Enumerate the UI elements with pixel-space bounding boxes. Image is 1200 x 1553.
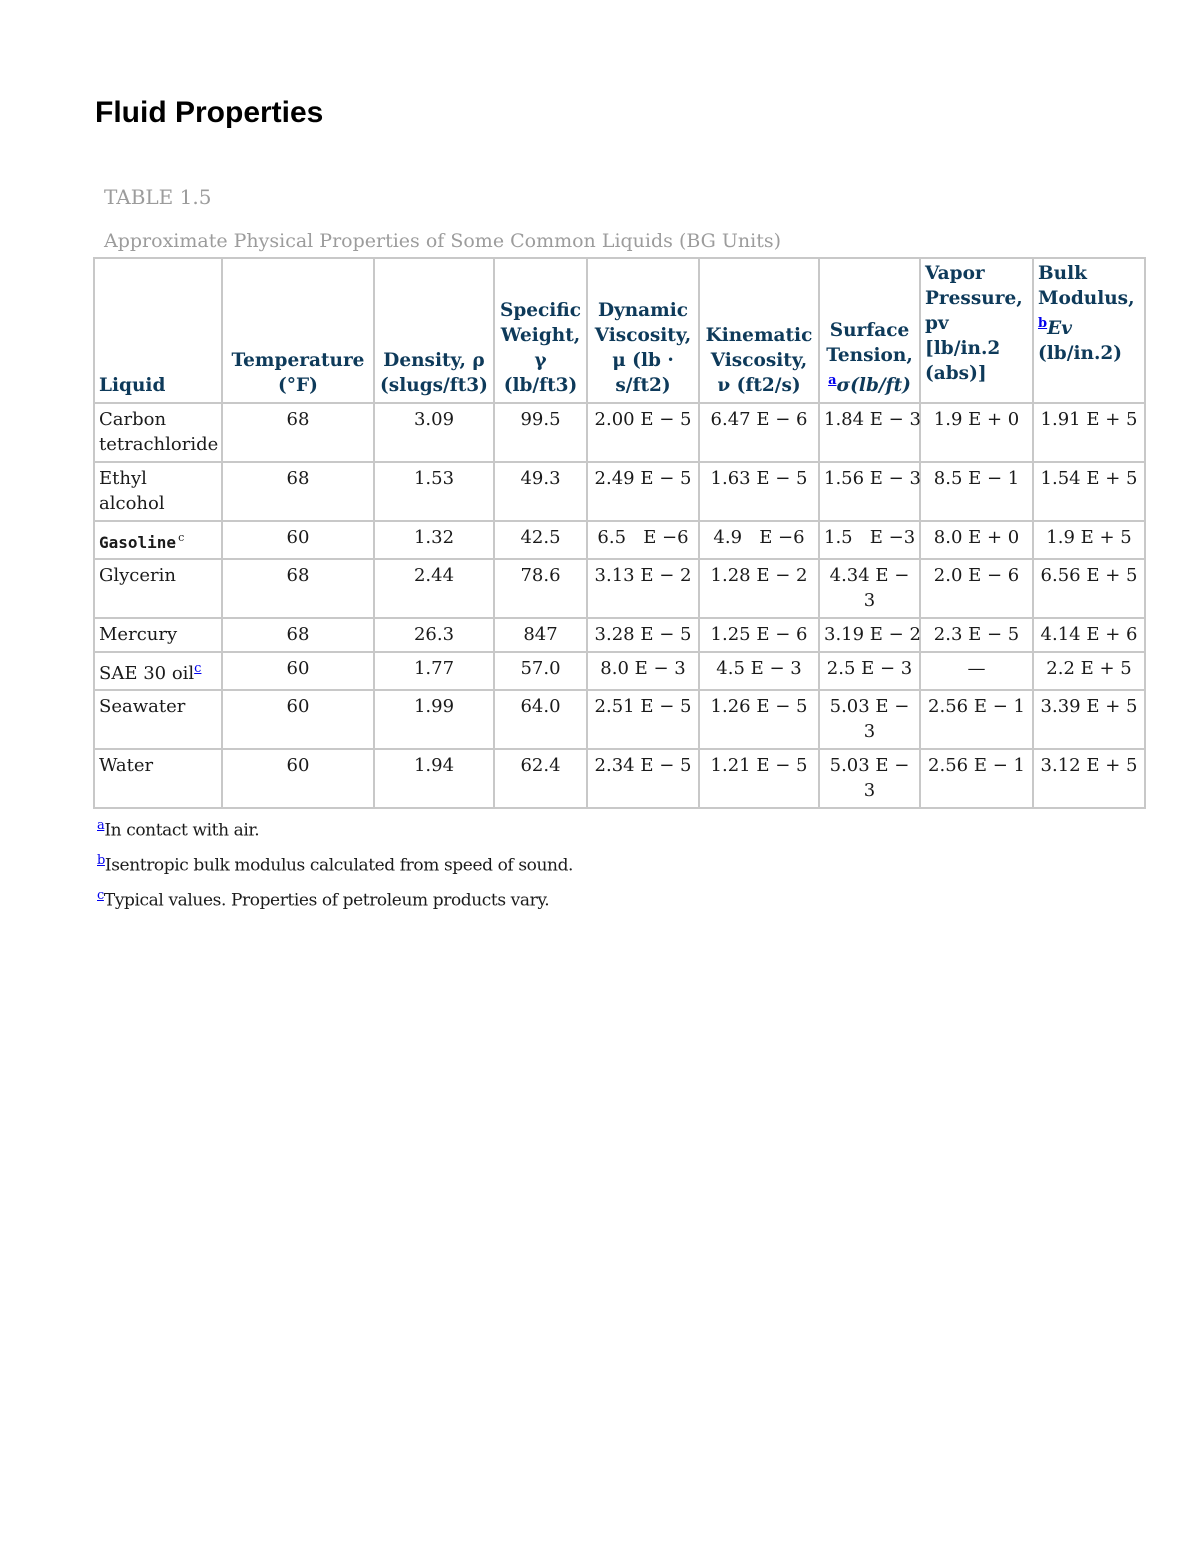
- cell-bulk-modulus: 1.54 E + 5: [1033, 462, 1145, 521]
- table-row: [94, 618, 1145, 652]
- header-surface-tension-label: Surface Tension,: [826, 319, 913, 366]
- header-row: [94, 258, 1145, 403]
- cell-temperature: 60: [222, 521, 374, 559]
- cell-kinematic-viscosity: 1.63 E − 5: [699, 462, 819, 521]
- header-temperature: Temperature (°F): [222, 258, 374, 403]
- table-row: [94, 462, 1145, 521]
- cell-bulk-modulus: 1.9 E + 5: [1033, 521, 1145, 559]
- cell-vapor-pressure: 1.9 E + 0: [920, 403, 1033, 462]
- cell-dynamic-viscosity: 2.49 E − 5: [587, 462, 699, 521]
- cell-liquid: Ethyl alcohol: [94, 462, 222, 521]
- footnote-marker-a[interactable]: a: [97, 818, 105, 833]
- cell-surface-tension: 1.5 E −3: [819, 521, 920, 559]
- cell-surface-tension: 1.56 E − 3: [819, 462, 920, 521]
- cell-liquid: [94, 652, 222, 690]
- cell-vapor-pressure: 2.56 E − 1: [920, 749, 1033, 808]
- header-bulk-modulus-unit: (lb/in.2): [1038, 343, 1123, 365]
- cell-bulk-modulus: 6.56 E + 5: [1033, 559, 1145, 618]
- cell-liquid-superscript: c: [178, 531, 185, 544]
- cell-kinematic-viscosity: 1.28 E − 2: [699, 559, 819, 618]
- cell-density: 1.32: [374, 521, 494, 559]
- cell-specific-weight: 64.0: [494, 690, 587, 749]
- header-density: Density, ρ (slugs/ft3): [374, 258, 494, 403]
- header-bulk-modulus-symbol: Ev: [1047, 318, 1072, 340]
- table-label: TABLE 1.5: [104, 185, 212, 209]
- cell-liquid-name: SAE 30 oil: [99, 663, 195, 684]
- cell-liquid: Mercury: [94, 618, 222, 652]
- cell-temperature: 68: [222, 559, 374, 618]
- header-specific-weight: Specific Weight, γ (lb/ft3): [494, 258, 587, 403]
- cell-temperature: 68: [222, 403, 374, 462]
- cell-surface-tension: 1.84 E − 3: [819, 403, 920, 462]
- cell-surface-tension: 3.19 E − 2: [819, 618, 920, 652]
- cell-kinematic-viscosity: 4.9 E −6: [699, 521, 819, 559]
- cell-vapor-pressure: —: [920, 652, 1033, 690]
- cell-bulk-modulus: 1.91 E + 5: [1033, 403, 1145, 462]
- cell-surface-tension: 5.03 E − 3: [819, 690, 920, 749]
- cell-liquid: Carbon tetrachloride: [94, 403, 222, 462]
- cell-density: 1.53: [374, 462, 494, 521]
- footnote-c: [97, 888, 549, 911]
- cell-vapor-pressure: 8.5 E − 1: [920, 462, 1033, 521]
- footnote-link-b[interactable]: b: [1038, 316, 1048, 331]
- cell-temperature: 60: [222, 749, 374, 808]
- cell-density: 26.3: [374, 618, 494, 652]
- cell-liquid: [94, 521, 222, 559]
- cell-surface-tension: 5.03 E − 3: [819, 749, 920, 808]
- cell-dynamic-viscosity: 3.13 E − 2: [587, 559, 699, 618]
- header-liquid: Liquid: [94, 258, 222, 403]
- footnote-text: In contact with air.: [104, 820, 260, 841]
- cell-bulk-modulus: 3.39 E + 5: [1033, 690, 1145, 749]
- table-row: [94, 690, 1145, 749]
- cell-specific-weight: 57.0: [494, 652, 587, 690]
- cell-density: 1.77: [374, 652, 494, 690]
- cell-specific-weight: 78.6: [494, 559, 587, 618]
- cell-temperature: 60: [222, 652, 374, 690]
- cell-kinematic-viscosity: 4.5 E − 3: [699, 652, 819, 690]
- cell-specific-weight: 49.3: [494, 462, 587, 521]
- table-row: [94, 749, 1145, 808]
- cell-specific-weight: 62.4: [494, 749, 587, 808]
- footnote-text: Isentropic bulk modulus calculated from speed of sound.: [104, 855, 574, 876]
- table-row: [94, 652, 1145, 690]
- cell-specific-weight: 99.5: [494, 403, 587, 462]
- table-row: [94, 403, 1145, 462]
- cell-dynamic-viscosity: 3.28 E − 5: [587, 618, 699, 652]
- liquid-properties-table: [93, 257, 1146, 809]
- cell-kinematic-viscosity: 1.25 E − 6: [699, 618, 819, 652]
- cell-temperature: 68: [222, 618, 374, 652]
- cell-liquid: Water: [94, 749, 222, 808]
- header-surface-tension-unit: σ(lb/ft): [836, 375, 911, 396]
- cell-dynamic-viscosity: 2.00 E − 5: [587, 403, 699, 462]
- cell-dynamic-viscosity: 2.51 E − 5: [587, 690, 699, 749]
- cell-specific-weight: 847: [494, 618, 587, 652]
- cell-temperature: 60: [222, 690, 374, 749]
- footnote-text: Typical values. Properties of petroleum products vary.: [103, 890, 550, 911]
- cell-surface-tension: 4.34 E − 3: [819, 559, 920, 618]
- header-bulk-modulus-label: Bulk Modulus,: [1038, 263, 1135, 309]
- footnote-b: [97, 853, 573, 876]
- cell-bulk-modulus: 4.14 E + 6: [1033, 618, 1145, 652]
- header-surface-tension: [819, 258, 920, 403]
- cell-bulk-modulus: 2.2 E + 5: [1033, 652, 1145, 690]
- cell-vapor-pressure: 2.56 E − 1: [920, 690, 1033, 749]
- footnote-marker-c[interactable]: c: [97, 888, 104, 903]
- cell-specific-weight: 42.5: [494, 521, 587, 559]
- footnote-a: [97, 818, 259, 841]
- cell-vapor-pressure: 8.0 E + 0: [920, 521, 1033, 559]
- cell-density: 3.09: [374, 403, 494, 462]
- header-bulk-modulus: [1033, 258, 1145, 403]
- table-row: [94, 559, 1145, 618]
- page-title: Fluid Properties: [95, 96, 324, 129]
- table-row: [94, 521, 1145, 559]
- cell-liquid: Seawater: [94, 690, 222, 749]
- cell-liquid-name: Gasoline: [99, 533, 177, 552]
- cell-kinematic-viscosity: 1.21 E − 5: [699, 749, 819, 808]
- footnote-link-a[interactable]: a: [828, 372, 837, 388]
- cell-bulk-modulus: 3.12 E + 5: [1033, 749, 1145, 808]
- cell-kinematic-viscosity: 1.26 E − 5: [699, 690, 819, 749]
- cell-dynamic-viscosity: 2.34 E − 5: [587, 749, 699, 808]
- header-dynamic-viscosity: Dynamic Viscosity, μ (lb · s/ft2): [587, 258, 699, 403]
- cell-density: 1.94: [374, 749, 494, 808]
- cell-surface-tension: 2.5 E − 3: [819, 652, 920, 690]
- cell-dynamic-viscosity: 6.5 E −6: [587, 521, 699, 559]
- footnote-link-c[interactable]: c: [194, 661, 202, 676]
- cell-vapor-pressure: 2.0 E − 6: [920, 559, 1033, 618]
- header-kinematic-viscosity: Kinematic Viscosity, ν (ft2/s): [699, 258, 819, 403]
- cell-kinematic-viscosity: 6.47 E − 6: [699, 403, 819, 462]
- cell-liquid: Glycerin: [94, 559, 222, 618]
- cell-density: 2.44: [374, 559, 494, 618]
- table-caption: Approximate Physical Properties of Some Common Liquids (BG Units): [104, 230, 782, 252]
- cell-density: 1.99: [374, 690, 494, 749]
- footnote-marker-b[interactable]: b: [97, 853, 105, 868]
- cell-dynamic-viscosity: 8.0 E − 3: [587, 652, 699, 690]
- cell-vapor-pressure: 2.3 E − 5: [920, 618, 1033, 652]
- cell-temperature: 68: [222, 462, 374, 521]
- header-vapor-pressure: Vapor Pressure, pv [lb/in.2 (abs)]: [920, 258, 1033, 403]
